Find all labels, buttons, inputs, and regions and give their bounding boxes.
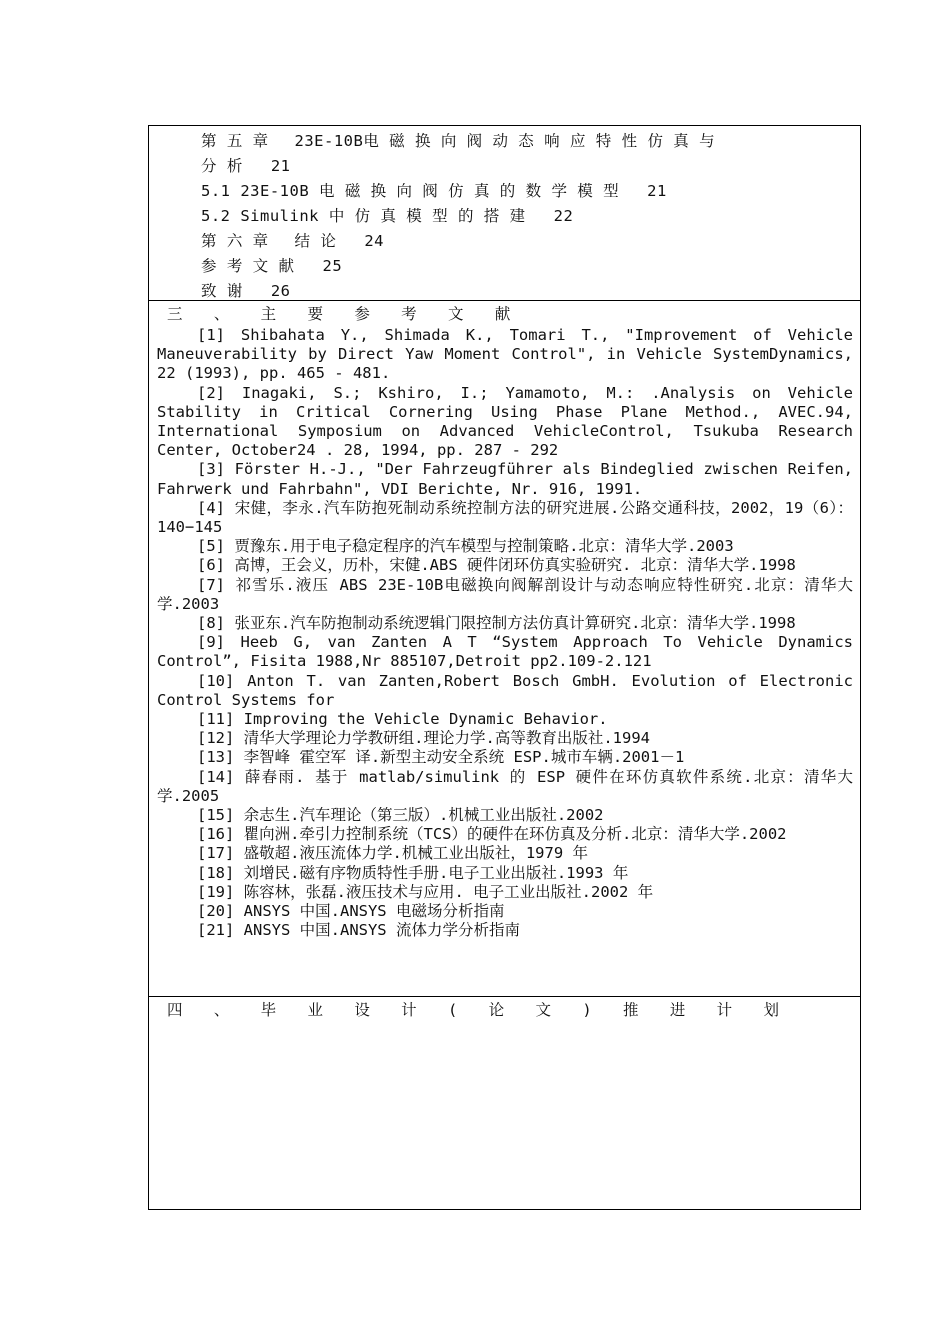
toc-entry-title: 致 谢 <box>201 282 243 300</box>
reference-item: [16] 瞿向洲.牵引力控制系统（TCS）的硬件在环仿真及分析.北京：清华大学.2002 <box>197 825 787 844</box>
table-of-contents <box>201 129 841 304</box>
references-list <box>157 326 853 941</box>
toc-entry-title: 参 考 文 献 <box>201 257 295 275</box>
toc-entry-page: 21 <box>270 157 291 175</box>
reference-item: [7] 祁雪乐.液压 ABS 23E-10B电磁换向阀解剖设计与动态响应特性研究.北京：清华大学.2003 <box>157 575 853 613</box>
toc-entry <box>201 129 841 154</box>
toc-entry-page: 26 <box>270 282 291 300</box>
reference-item: [8] 张亚东.汽车防抱制动系统逻辑门限控制方法仿真计算研究.北京：清华大学.1998 <box>197 614 796 633</box>
form-table <box>148 125 861 1210</box>
toc-entry <box>201 204 841 229</box>
reference-item: [6] 高博，王会义，历朴，宋健.ABS 硬件闭环仿真实验研究. 北京：清华大学.1998 <box>197 556 796 575</box>
reference-item: [9] Heeb G, van Zanten A T “System Approach To Vehicle Dynamics Control”, Fisita 1988,Nr 885107,Detroit pp2.109-2.121 <box>157 633 853 671</box>
toc-entry-title: 分 析 <box>201 157 243 175</box>
toc-entry <box>201 154 841 179</box>
toc-entry-page: 21 <box>647 182 667 200</box>
plan-heading: 四 、 毕 业 设 计 ( 论 文 ) 推 进 计 划 <box>167 1001 790 1019</box>
reference-item: [13] 李智峰 霍空军 译.新型主动安全系统 ESP.城市车辆.2001－1 <box>197 748 685 767</box>
toc-entry <box>201 179 841 204</box>
toc-entry-title: 第 五 章 23E-10B电 磁 换 向 阀 动 态 响 应 特 性 仿 真 与 <box>201 132 716 150</box>
toc-entry-page: 25 <box>322 257 343 275</box>
toc-entry <box>201 254 841 279</box>
reference-item: [17] 盛敬超.液压流体力学.机械工业出版社，1979 年 <box>197 844 588 863</box>
reference-item: [3] Förster H.-J., "Der Fahrzeugführer als Bindeglied zwischen Reifen, Fahrwerk und Fahrbahn", VDI Berichte, Nr. 916, 1991. <box>157 460 853 498</box>
toc-entry-page: 22 <box>553 207 574 225</box>
reference-item: [11] Improving the Vehicle Dynamic Behavior. <box>197 710 608 729</box>
references-heading: 三 、 主 要 参 考 文 献 <box>167 305 522 323</box>
toc-entry-title: 第 六 章 结 论 <box>201 232 337 250</box>
toc-entry-title: 5.1 23E-10B 电 磁 换 向 阀 仿 真 的 数 学 模 型 <box>201 182 620 200</box>
reference-item: [20] ANSYS 中国.ANSYS 电磁场分析指南 <box>197 902 505 921</box>
reference-item: [19] 陈容林，张磊.液压技术与应用. 电子工业出版社.2002 年 <box>197 882 654 901</box>
reference-item: [15] 余志生.汽车理论（第三版）.机械工业出版社.2002 <box>197 806 604 825</box>
table-of-contents-section <box>149 126 860 301</box>
plan-section <box>149 997 860 1209</box>
toc-entry-title: 5.2 Simulink 中 仿 真 模 型 的 搭 建 <box>201 207 526 225</box>
reference-item: [5] 贾豫东.用于电子稳定程序的汽车模型与控制策略.北京：清华大学.2003 <box>197 537 734 556</box>
reference-item: [10] Anton T. van Zanten,Robert Bosch GmbH. Evolution of Electronic Control Systems for <box>157 671 853 709</box>
toc-entry-page: 24 <box>364 232 384 250</box>
toc-entry <box>201 229 841 254</box>
reference-item: [2] Inagaki, S.; Kshiro, I.; Yamamoto, M.: .Analysis on Vehicle Stability in Critical Cornering Using Phase Plane Method., AVEC.94, International Symposium on Advanced VehicleControl, Tsukuba Research Center, October24 . 28, 1994, pp. 287 - 292 <box>157 383 853 460</box>
reference-item: [18] 刘增民.磁有序物质特性手册.电子工业出版社.1993 年 <box>197 863 629 882</box>
references-section <box>149 301 860 997</box>
reference-item: [21] ANSYS 中国.ANSYS 流体力学分析指南 <box>197 921 520 940</box>
reference-item: [12] 清华大学理论力学教研组.理论力学.高等教育出版社.1994 <box>197 729 650 748</box>
reference-item: [14] 薛春雨. 基于 matlab/simulink 的 ESP 硬件在环仿真软件系统.北京：清华大学.2005 <box>157 767 853 805</box>
reference-item: [4] 宋健，李永.汽车防抱死制动系统控制方法的研究进展.公路交通科技，2002，19（6）：140−145 <box>157 498 853 537</box>
reference-item: [1] Shibahata Y., Shimada K., Tomari T., "Improvement of Vehicle Maneuverability by Direct Yaw Moment Control", in Vehicle SystemDynamics, 22 (1993), pp. 465 - 481. <box>157 326 853 383</box>
